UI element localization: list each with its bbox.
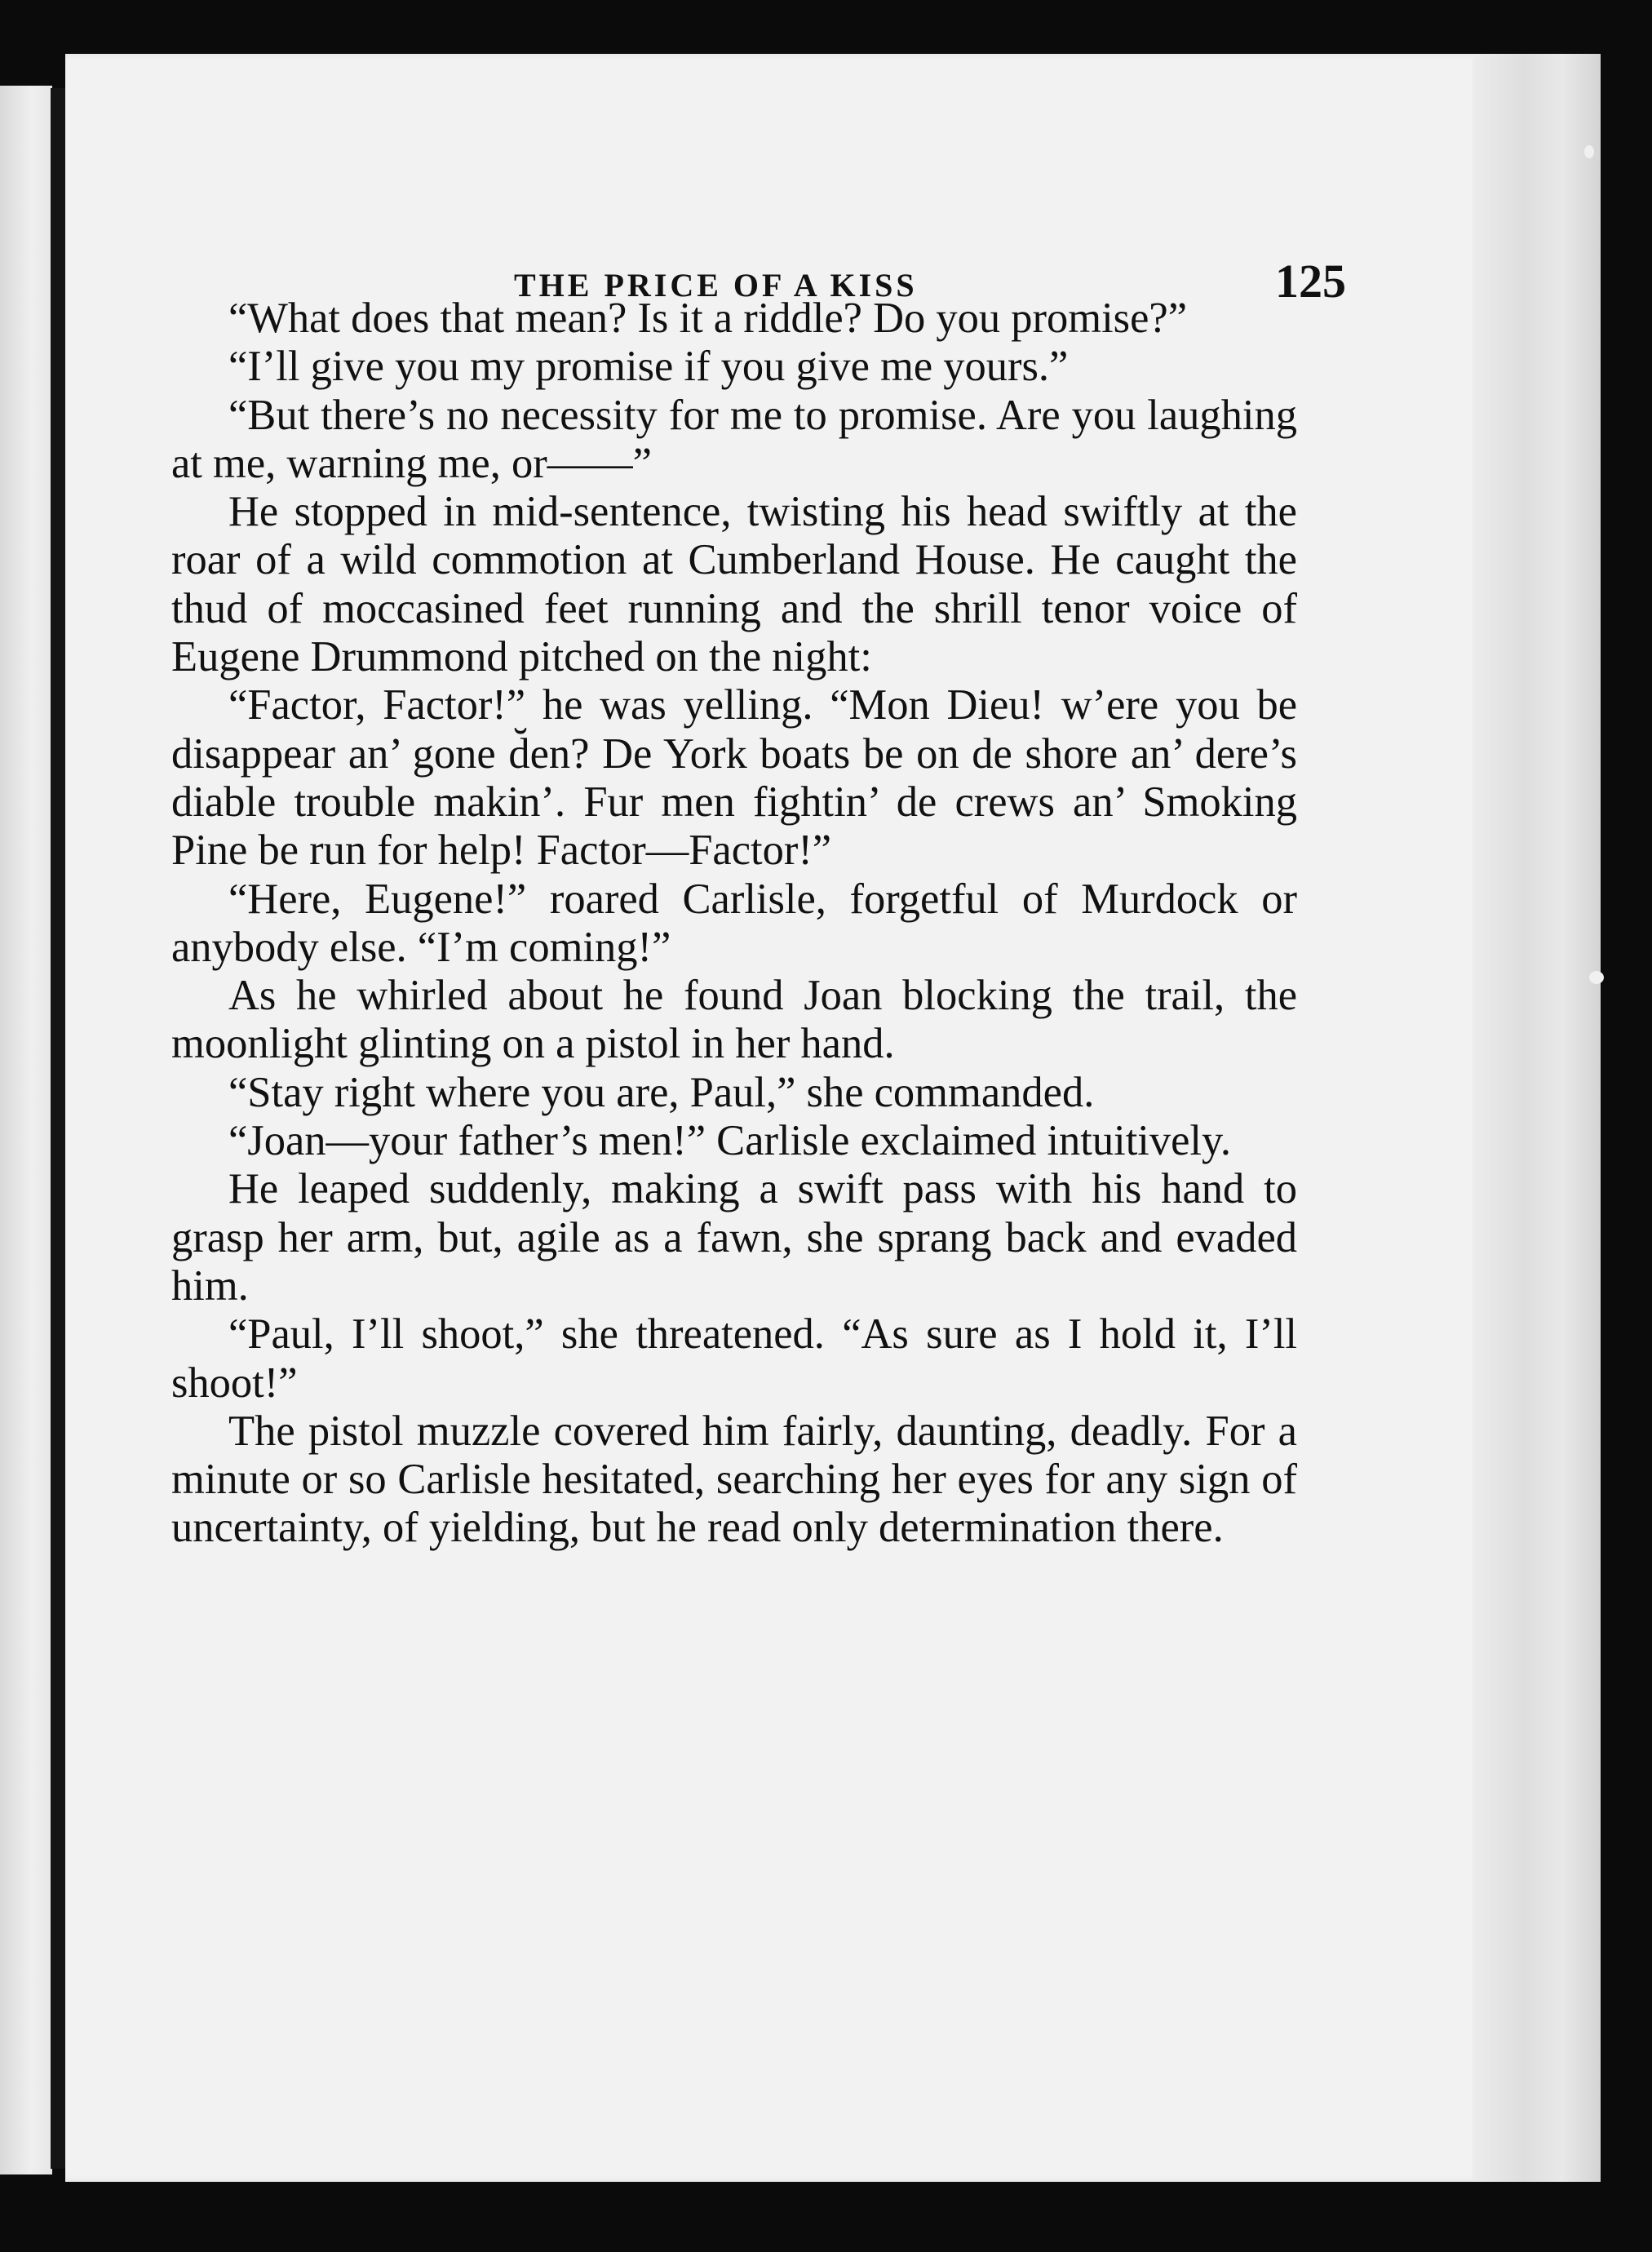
paragraph: “But there’s no necessity for me to promise. Are you laughing at me, warning me, or——” bbox=[171, 391, 1297, 487]
paragraph: The pistol muzzle covered him fairly, daunting, deadly. For a minute or so Carlisle hesitated, searching her eyes for any sign of uncertainty, of yielding, but he read only determination there. bbox=[171, 1407, 1297, 1552]
scan-speck bbox=[1584, 145, 1594, 158]
paragraph: “I’ll give you my promise if you give me yours.” bbox=[228, 343, 1069, 391]
paragraph: He leaped suddenly, making a swift pass with his hand to grasp her arm, but, agile as a fawn, she sprang back and evaded him. bbox=[171, 1165, 1297, 1310]
page-stack-edge bbox=[1473, 54, 1601, 2182]
paragraph: As he whirled about he found Joan blocking the trail, the moonlight glinting on a pistol in her hand. bbox=[171, 972, 1297, 1068]
book-gutter bbox=[51, 88, 65, 2169]
paragraph: “Here, Eugene!” roared Carlisle, forgetful of Murdock or anybody else. “I’m coming!” bbox=[171, 875, 1297, 971]
scan-speck bbox=[1589, 971, 1604, 984]
page-number: 125 bbox=[1275, 255, 1346, 308]
paragraph: He stopped in mid-sentence, twisting his head swiftly at the roar of a wild commotion at Cumberland House. He caught the thud of moccasined feet running and the shrill tenor voice of Eugene Drummond pitched on the night: bbox=[171, 488, 1297, 681]
body-text bbox=[171, 295, 1297, 1553]
paragraph: “What does that mean? Is it a riddle? Do you promise?” bbox=[228, 295, 1187, 342]
book-page bbox=[65, 54, 1601, 2182]
paragraph: “Joan—your father’s men!” Carlisle exclaimed intuitively. bbox=[228, 1117, 1231, 1165]
facing-page-edge bbox=[0, 86, 52, 2174]
text-block bbox=[171, 205, 1346, 1553]
paragraph: “Paul, I’ll shoot,” she threatened. “As sure as I hold it, I’ll shoot!” bbox=[171, 1310, 1297, 1407]
paragraph: “Stay right where you are, Paul,” she commanded. bbox=[228, 1068, 1095, 1116]
running-head bbox=[171, 205, 1346, 308]
running-head-title: THE PRICE OF A KISS bbox=[514, 267, 918, 304]
paragraph: “Factor, Factor!” he was yelling. “Mon Dieu! w’ere you be disappear an’ gone d̆en? De York boats be on de shore an’ dere’s diable trouble makin’. Fur men fightin’ de crews an’ Smoking Pine be run for help! Factor—Factor!” bbox=[171, 681, 1297, 875]
